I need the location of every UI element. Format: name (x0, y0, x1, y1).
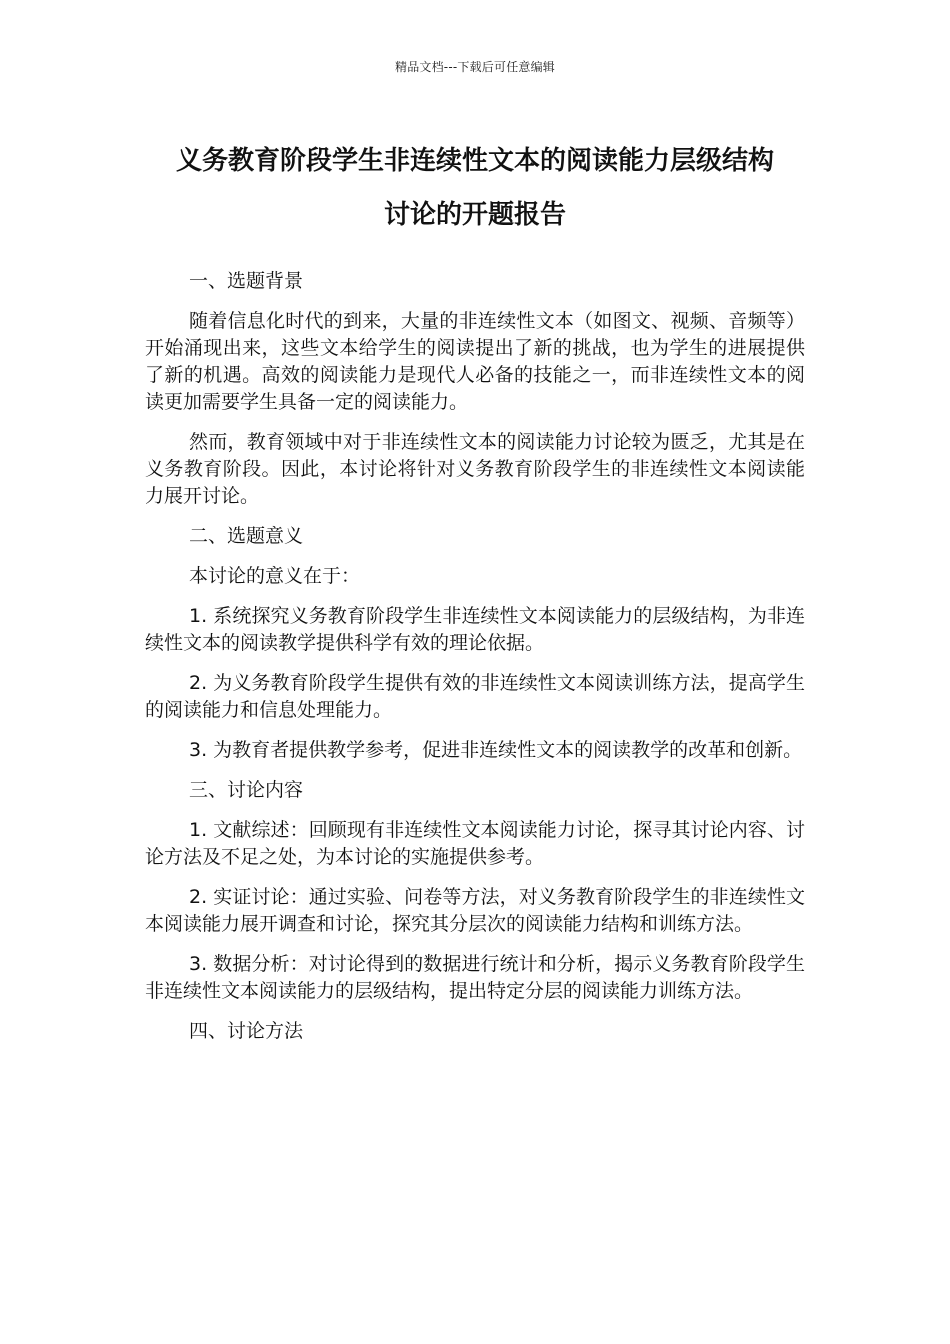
section-heading-background: 一、选题背景 (189, 270, 304, 292)
paragraph-background-1: 随着信息化时代的到来，大量的非连续性文本（如图文、视频、音频等）开始涌现出来，这些文本给学生的阅读提出了新的挑战，也为学生的进展提供了新的机遇。高效的阅读能力是现代人必备的技能之一，而非连续性文本的阅读更加需要学生具备一定的阅读能力。 (145, 310, 805, 413)
paragraph-significance-intro: 本讨论的意义在于： (189, 565, 361, 587)
header-note: 精品文档---下载后可任意编辑 (395, 60, 555, 74)
document-title-line-2: 讨论的开题报告 (383, 200, 566, 230)
paragraph-background-2: 然而，教育领域中对于非连续性文本的阅读能力讨论较为匮乏，尤其是在义务教育阶段。因此，本讨论将针对义务教育阶段学生的非连续性文本阅读能力展开讨论。 (145, 431, 805, 507)
section-heading-content: 三、讨论内容 (189, 779, 304, 801)
list-item-content-2: 2. 实证讨论：通过实验、问卷等方法，对义务教育阶段学生的非连续性文本阅读能力展开调查和讨论，探究其分层次的阅读能力结构和训练方法。 (145, 886, 805, 935)
list-item-significance-2: 2. 为义务教育阶段学生提供有效的非连续性文本阅读训练方法，提高学生的阅读能力和信息处理能力。 (145, 672, 805, 721)
section-heading-methods: 四、讨论方法 (189, 1020, 304, 1042)
section-heading-significance: 二、选题意义 (189, 525, 304, 547)
list-item-significance-3: 3. 为教育者提供教学参考，促进非连续性文本的阅读教学的改革和创新。 (189, 739, 803, 761)
document-body (145, 268, 805, 1058)
list-item-significance-1: 1. 系统探究义务教育阶段学生非连续性文本阅读能力的层级结构，为非连续性文本的阅读教学提供科学有效的理论依据。 (145, 605, 805, 654)
list-item-content-3: 3. 数据分析：对讨论得到的数据进行统计和分析，揭示义务教育阶段学生非连续性文本阅读能力的层级结构，提出特定分层的阅读能力训练方法。 (145, 953, 805, 1002)
list-item-content-1: 1. 文献综述：回顾现有非连续性文本阅读能力讨论，探寻其讨论内容、讨论方法及不足之处，为本讨论的实施提供参考。 (145, 819, 805, 868)
document-title-line-1: 义务教育阶段学生非连续性文本的阅读能力层级结构 (175, 146, 774, 176)
